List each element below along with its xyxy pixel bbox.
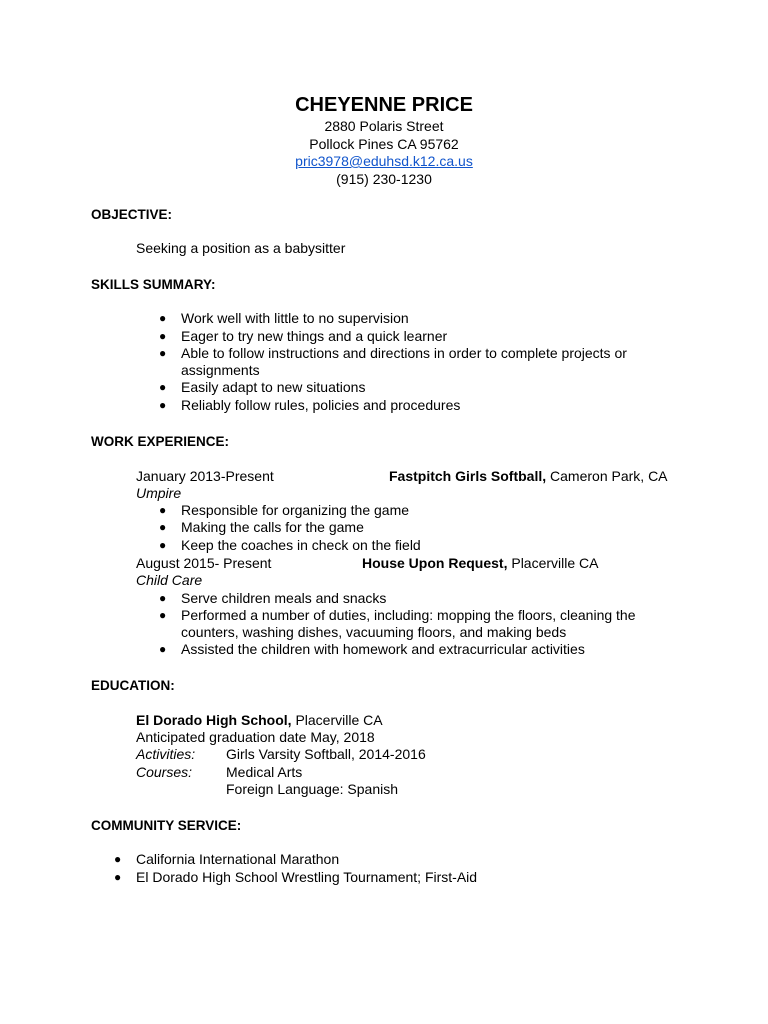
school-location: Placerville CA [291, 712, 383, 728]
job-role: Umpire [136, 485, 182, 501]
school-line [136, 712, 383, 729]
education-heading: EDUCATION: [91, 678, 175, 693]
email-link[interactable]: pric3978@eduhsd.k12.ca.us [295, 153, 473, 169]
phone-number: (915) 230-1230 [336, 171, 432, 187]
work-heading: WORK EXPERIENCE: [91, 434, 230, 449]
job-dates: January 2013-Present [136, 468, 274, 484]
bullet-icon: ● [159, 642, 167, 656]
job-employer-line [362, 555, 599, 572]
list-item: ● Performed a number of duties, including: mopping the floors, cleaning the [159, 607, 636, 623]
objective-heading: OBJECTIVE: [91, 207, 173, 222]
school-name: El Dorado High School, [136, 712, 292, 728]
list-item: ● Serve children meals and snacks [159, 590, 387, 606]
list-item: ● Eager to try new things and a quick learner [159, 328, 448, 344]
activities-label: Activities: [136, 746, 196, 762]
address-city: Pollock Pines CA 95762 [309, 136, 459, 152]
job-employer: Fastpitch Girls Softball, [389, 468, 547, 484]
candidate-name: CHEYENNE PRICE [295, 94, 473, 116]
job-employer: House Upon Request, [362, 555, 508, 571]
job-employer-line [389, 468, 668, 485]
list-item: ● Making the calls for the game [159, 519, 364, 535]
job-location: Cameron Park, CA [546, 468, 668, 484]
bullet-icon: ● [114, 870, 122, 884]
list-item: ● Easily adapt to new situations [159, 379, 366, 395]
job-dates: August 2015- Present [136, 555, 272, 571]
list-item: ● Responsible for organizing the game [159, 502, 410, 518]
courses-value: Medical Arts [226, 764, 303, 780]
bullet-icon: ● [159, 520, 167, 534]
job-role: Child Care [136, 572, 203, 588]
bullet-icon: ● [159, 538, 167, 552]
list-item-continuation: assignments [181, 362, 260, 378]
courses-label: Courses: [136, 764, 193, 780]
bullet-icon: ● [159, 591, 167, 605]
bullet-icon: ● [159, 398, 167, 412]
courses-value: Foreign Language: Spanish [226, 781, 399, 797]
bullet-icon: ● [159, 503, 167, 517]
list-item: ● Able to follow instructions and directions in order to complete projects or [159, 345, 627, 361]
list-item: ● Assisted the children with homework and extracurricular activities [159, 641, 585, 657]
address-street: 2880 Polaris Street [324, 118, 444, 134]
list-item: ● El Dorado High School Wrestling Tournament; First-Aid [114, 869, 478, 885]
graduation-date: Anticipated graduation date May, 2018 [136, 729, 375, 745]
bullet-icon: ● [159, 329, 167, 343]
list-item: ● Work well with little to no supervision [159, 310, 409, 326]
activities-value: Girls Varsity Softball, 2014-2016 [226, 746, 426, 762]
list-item-continuation: counters, washing dishes, vacuuming floors, and making beds [181, 624, 567, 640]
bullet-icon: ● [159, 346, 167, 360]
email-link-row [0, 153, 768, 170]
list-item: ● California International Marathon [114, 851, 340, 867]
bullet-icon: ● [114, 852, 122, 866]
list-item: ● Keep the coaches in check on the field [159, 537, 421, 553]
community-heading: COMMUNITY SERVICE: [91, 818, 242, 833]
objective-text: Seeking a position as a babysitter [136, 240, 346, 256]
list-item: ● Reliably follow rules, policies and procedures [159, 397, 461, 413]
job-location: Placerville CA [507, 555, 599, 571]
bullet-icon: ● [159, 608, 167, 622]
skills-heading: SKILLS SUMMARY: [91, 277, 216, 292]
bullet-icon: ● [159, 380, 167, 394]
bullet-icon: ● [159, 311, 167, 325]
